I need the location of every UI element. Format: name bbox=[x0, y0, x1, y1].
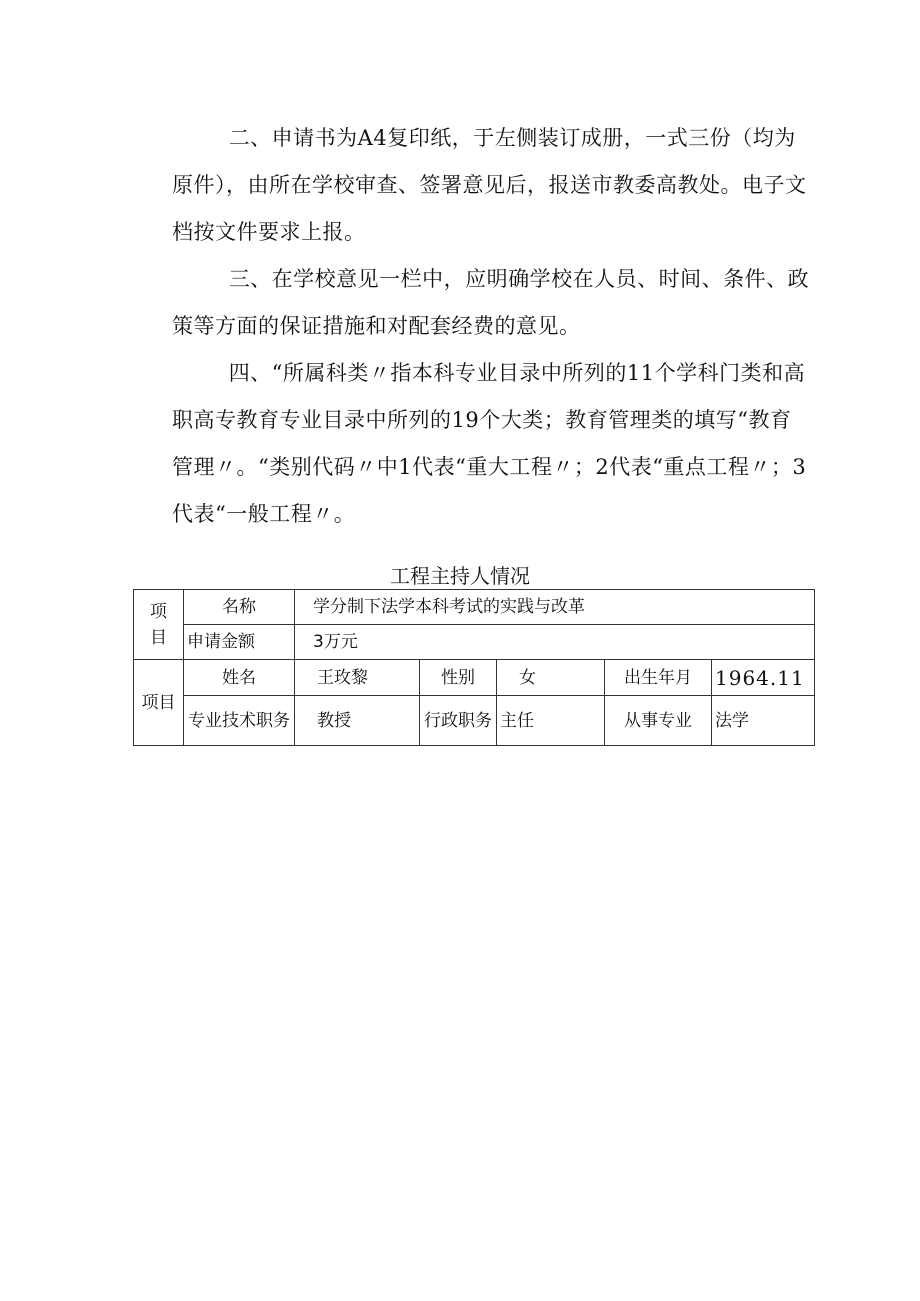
field-value: 法学 bbox=[712, 696, 815, 746]
table-caption: 工程主持人情况 bbox=[390, 564, 530, 588]
section-label-person: 项目 bbox=[134, 660, 184, 746]
person-name-value: 王玫黎 bbox=[295, 660, 420, 696]
field-label: 从事专业 bbox=[605, 696, 712, 746]
gender-value: 女 bbox=[497, 660, 605, 696]
table-row bbox=[134, 590, 815, 625]
birth-value: 1964.11 bbox=[712, 660, 815, 696]
name-value: 学分制下法学本科考试的实践与改革 bbox=[295, 590, 815, 625]
admin-value: 主任 bbox=[497, 696, 605, 746]
table-row bbox=[134, 660, 815, 696]
table-row bbox=[134, 625, 815, 660]
amount-label: 申请金额 bbox=[184, 625, 295, 660]
amount-value: 3万元 bbox=[295, 625, 815, 660]
project-leader-table bbox=[133, 589, 815, 746]
admin-label: 行政职务 bbox=[420, 696, 497, 746]
table-row bbox=[134, 696, 815, 746]
gender-label: 性别 bbox=[420, 660, 497, 696]
title-value: 教授 bbox=[295, 696, 420, 746]
birth-label: 出生年月 bbox=[605, 660, 712, 696]
paragraph-school-opinion: 三、在学校意见一栏中，应明确学校在人员、时间、条件、政策等方面的保证措施和对配套经费的意见。 bbox=[172, 267, 810, 338]
title-label: 专业技术职务 bbox=[184, 696, 295, 746]
paragraph-category-codes: 四、“所属科类〃指本科专业目录中所列的11个学科门类和高职高专教育专业目录中所列的19个大类；教育管理类的填写“教育管理〃。“类别代码〃中1代表“重大工程〃；2代表“重点工程〃；3代表“一般工程〃。 bbox=[172, 361, 807, 526]
name-label: 名称 bbox=[184, 590, 295, 625]
person-name-label: 姓名 bbox=[184, 660, 295, 696]
paragraph-binding-requirements: 二、申请书为A4复印纸，于左侧装订成册，一式三份（均为原件），由所在学校审查、签署意见后，报送市教委高教处。电子文档按文件要求上报。 bbox=[172, 126, 807, 244]
section-label-project: 项目 bbox=[134, 590, 184, 660]
